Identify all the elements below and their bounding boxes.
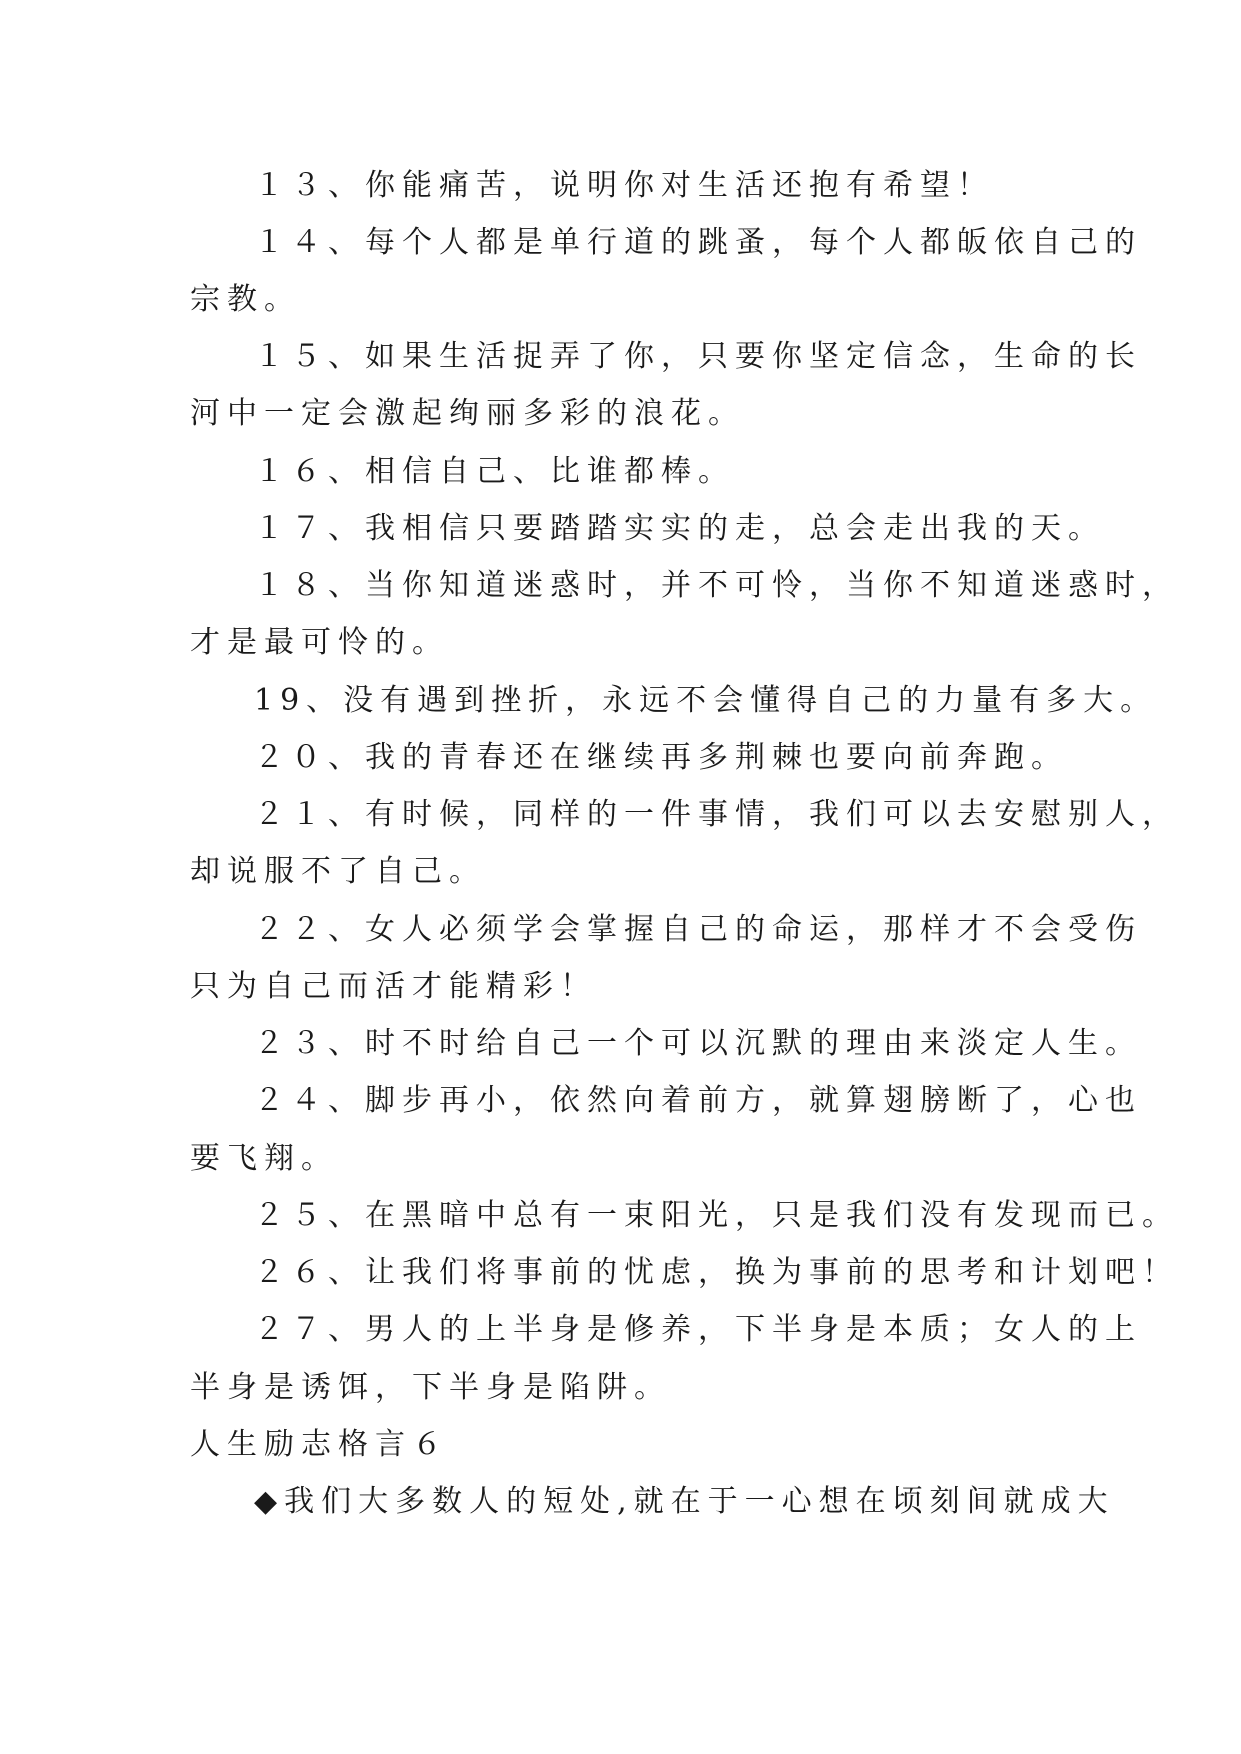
text-line: 只为自己而活才能精彩！	[190, 969, 597, 1004]
section-heading: 人生励志格言６	[190, 1427, 449, 1462]
text-line: ２５、在黑暗中总有一束阳光，只是我们没有发现而已。	[254, 1198, 1179, 1233]
text-line: 河中一定会激起绚丽多彩的浪花。	[190, 396, 745, 431]
text-line: 才是最可怜的。	[190, 625, 449, 660]
text-line: ◆我们大多数人的短处,就在于一心想在顷刻间就成大	[254, 1484, 1115, 1519]
text-line: ２７、男人的上半身是修养，下半身是本质；女人的上	[254, 1312, 1142, 1347]
text-line: 却说服不了自己。	[190, 854, 486, 889]
text-line: 宗教。	[190, 282, 301, 317]
text-line: １５、如果生活捉弄了你，只要你坚定信念，生命的长	[254, 339, 1142, 374]
text-line: ２３、时不时给自己一个可以沉默的理由来淡定人生。	[254, 1026, 1142, 1061]
text-line: ２１、有时候，同样的一件事情，我们可以去安慰别人，	[254, 797, 1179, 832]
text-line: ２０、我的青春还在继续再多荆棘也要向前奔跑。	[254, 740, 1068, 775]
text-line: 半身是诱饵，下半身是陷阱。	[190, 1370, 671, 1405]
text-line: １４、每个人都是单行道的跳蚤，每个人都皈依自己的	[254, 225, 1142, 260]
text-line: ２４、脚步再小，依然向着前方，就算翅膀断了，心也	[254, 1083, 1142, 1118]
text-line: １６、相信自己、比谁都棒。	[254, 454, 735, 489]
text-line: ２６、让我们将事前的忧虑，换为事前的思考和计划吧！	[254, 1255, 1179, 1290]
text-line: 19、没有遇到挫折，永远不会懂得自己的力量有多大。	[254, 683, 1158, 718]
text-line: １３、你能痛苦，说明你对生活还抱有希望！	[254, 168, 994, 203]
text-line: １８、当你知道迷惑时，并不可怜，当你不知道迷惑时，	[254, 568, 1179, 603]
text-line: ２２、女人必须学会掌握自己的命运，那样才不会受伤	[254, 912, 1142, 947]
text-line: 要飞翔。	[190, 1141, 338, 1176]
text-line: １７、我相信只要踏踏实实的走，总会走出我的天。	[254, 511, 1105, 546]
